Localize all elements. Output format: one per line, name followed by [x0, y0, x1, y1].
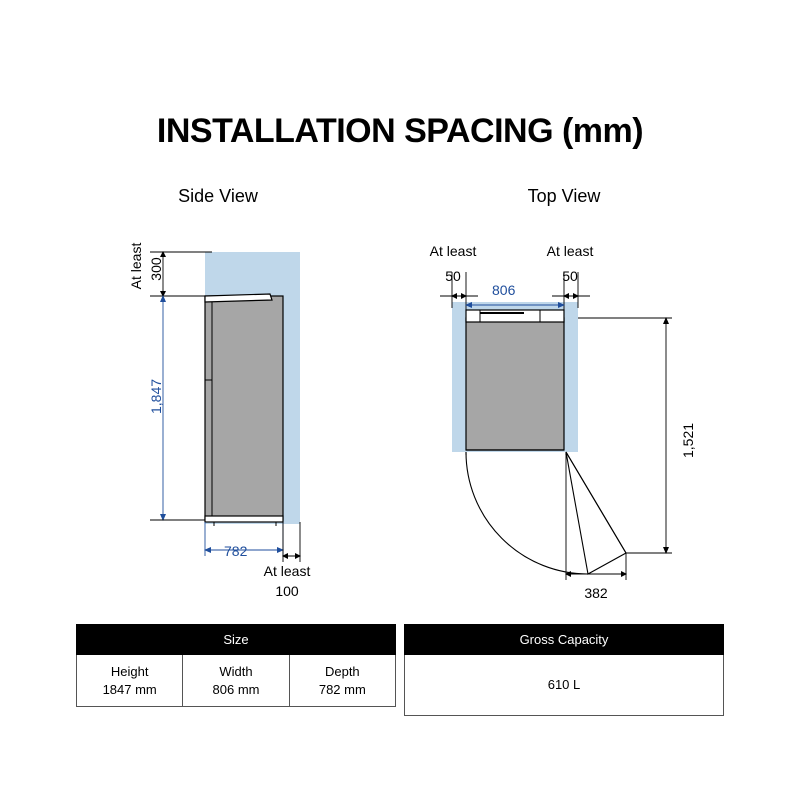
- top-view-door-width-dimension: [565, 455, 627, 580]
- top-left-clearance-value: 50: [445, 268, 461, 284]
- side-rear-clearance-label: At least: [263, 563, 311, 579]
- top-door-width-value: 382: [584, 585, 608, 601]
- side-height-value: 1,847: [148, 378, 164, 414]
- capacity-table-header: Gross Capacity: [405, 625, 724, 655]
- table-row: [77, 655, 396, 707]
- top-view-label: Top View: [527, 186, 601, 206]
- side-view-label: Side View: [178, 186, 258, 206]
- side-depth-value: 782: [224, 543, 248, 559]
- side-view-rear-clearance-dimension: [282, 522, 301, 562]
- page-title: INSTALLATION SPACING (mm): [156, 112, 644, 150]
- top-width-value: 806: [492, 282, 516, 298]
- top-view-fridge-body: [466, 310, 564, 450]
- size-value-height: 1847 mm: [102, 681, 157, 697]
- capacity-table: [404, 624, 724, 716]
- top-view-swing-depth-dimension: [578, 317, 672, 554]
- side-top-clearance-value: 300: [148, 257, 164, 281]
- size-value-width: 806 mm: [212, 681, 260, 697]
- size-table-header: Size: [77, 625, 396, 655]
- size-cell-height: [77, 655, 183, 707]
- size-col-width-label: Width: [219, 664, 253, 679]
- top-left-clearance-label: At least: [429, 243, 477, 259]
- top-view-door-swing: [466, 452, 626, 574]
- top-right-clearance-label: At least: [546, 243, 594, 259]
- top-right-clearance-value: 50: [562, 268, 578, 284]
- size-col-height-label: Height: [110, 664, 149, 679]
- size-cell-width: [183, 655, 289, 707]
- top-swing-depth-value: 1,521: [680, 422, 696, 458]
- size-cell-depth: [289, 655, 395, 707]
- side-rear-clearance-value: 100: [275, 583, 299, 599]
- size-table: [76, 624, 396, 707]
- size-value-depth: 782 mm: [318, 681, 366, 697]
- capacity-value: 610 L: [405, 655, 724, 716]
- side-view-fridge-body: [205, 294, 283, 526]
- size-col-depth-label: Depth: [324, 664, 360, 679]
- table-row: [405, 655, 724, 716]
- side-top-clearance-label: At least: [128, 242, 144, 290]
